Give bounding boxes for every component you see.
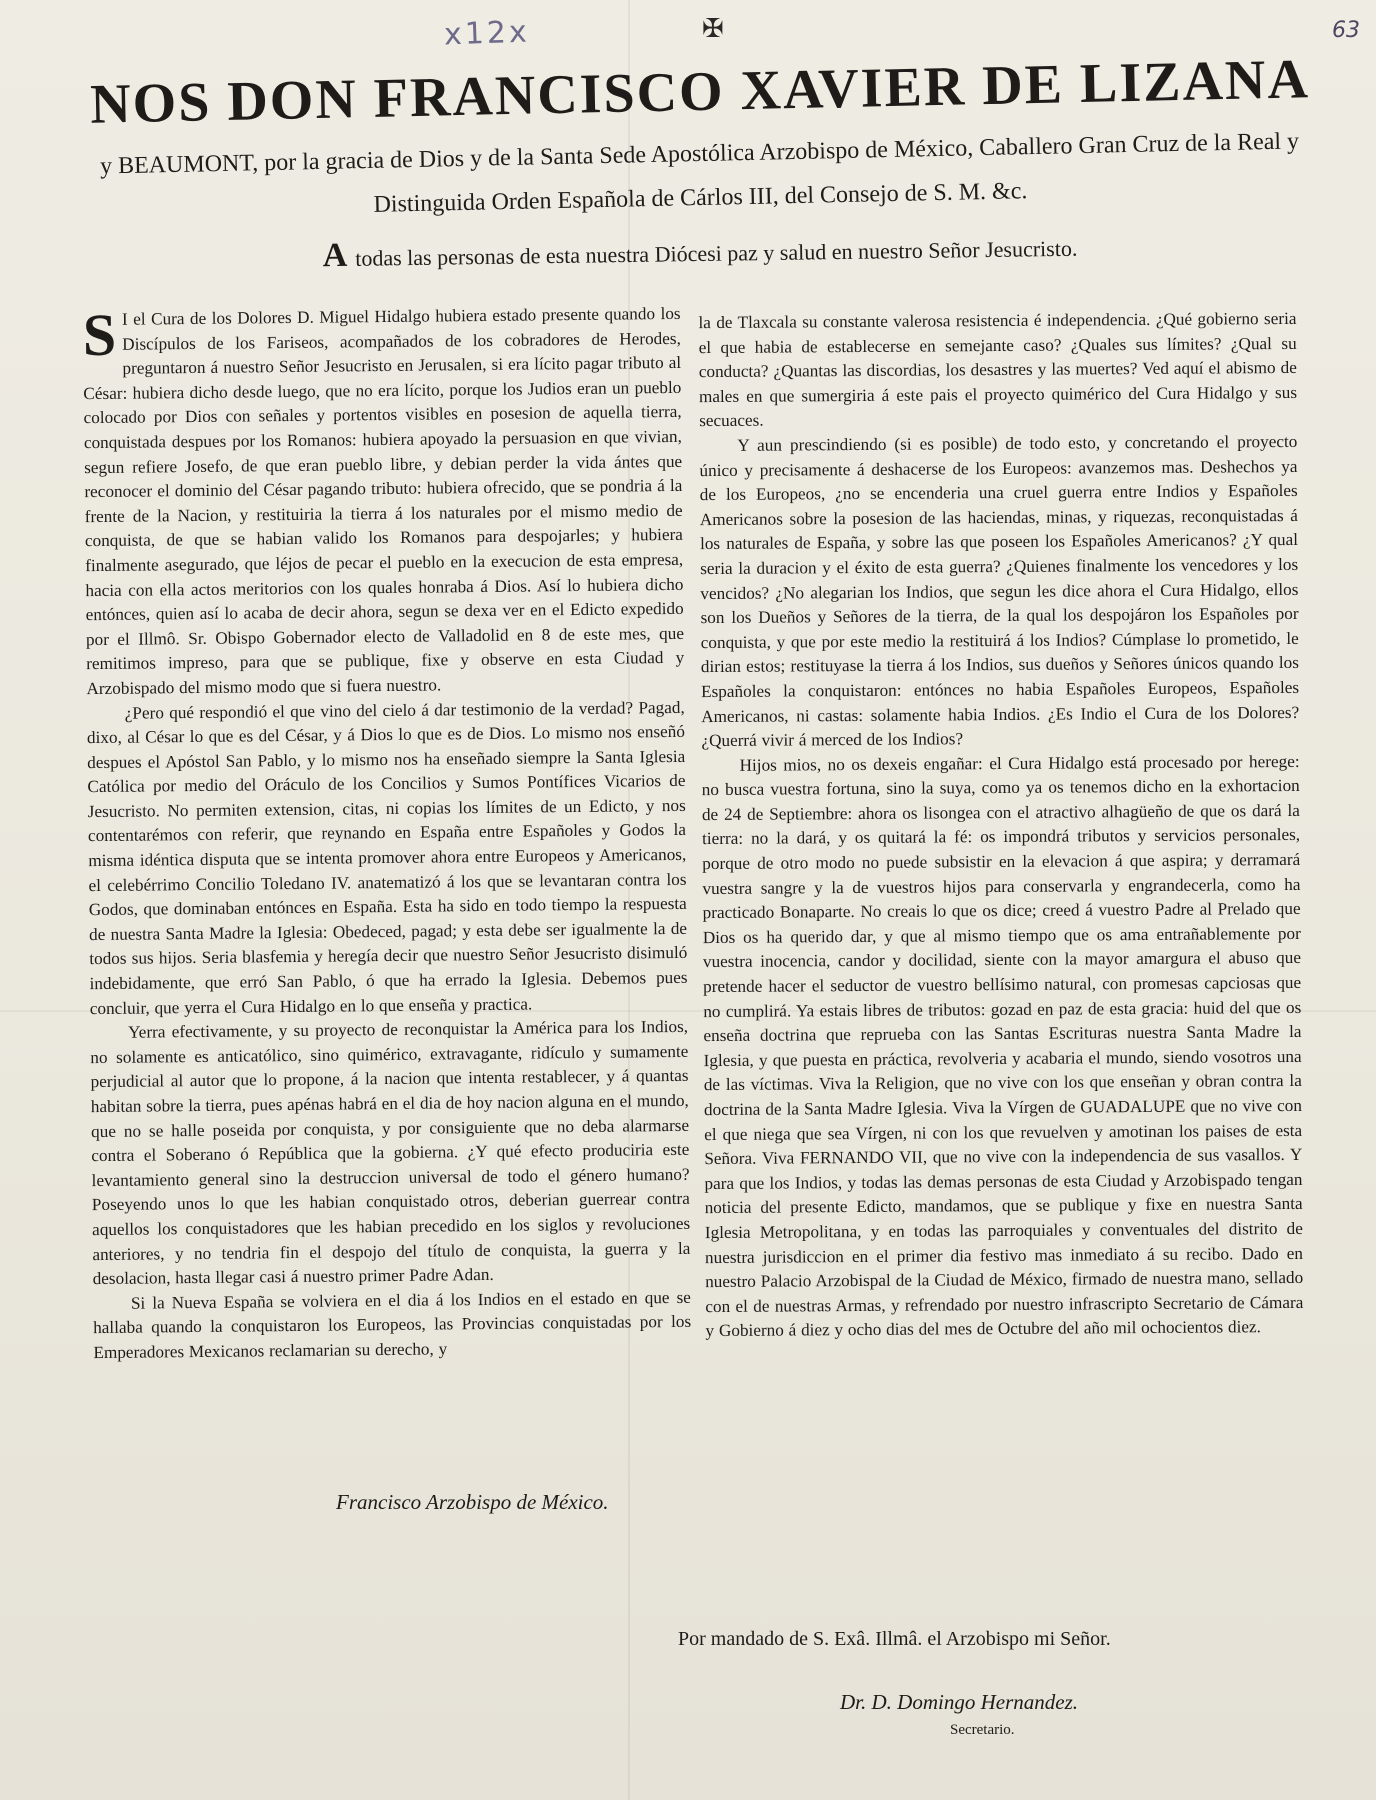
paragraph: Hijos mios, no os dexeis engañar: el Cura Hidalgo está procesado por herege: no busca vuestra fortuna, sino la suya, como ya os tenemos dicho en la exhortacion de 24 de Septiembre: ahora os lisongea con el atractivo alhagüeño de que os dará la tierra: no la dará, y os quitará la fé: os impondrá tributos y servicios personales, porque de otro modo no puede subsistir en la elevacion á que aspira; y derramará vuestra sangre y la de vuestros hijos para conservarla y engrandecerla, como ha practicado Bonaparte. No creais lo que os dice; creed á vuestro Padre al Prelado que Dios os ha querido dar, y que al mismo tiempo que os ama entrañablemente por vuestra inocencia, candor y docilidad, siente con la mayor amargura el abuso que pretende hacer el seductor de vuestro bellísimo natural, con promesas capciosas que no cumplirá. Ya estais libres de tributos: gozad en paz de esta gracia: huid del que os enseña doctrina que reprueba con las Santas Escrituras nuestra Santa Madre la Iglesia, y que puesta en práctica, revolveria y acabaria el mundo, siendo vosotros una de las víctimas. Viva la Religion, que no vive con los que enseñan y obran contra la doctrina de la Santa Madre Iglesia. Viva la Vírgen de GUADALUPE que no vive con el que niega que sea Vírgen, ni con los que revuelven y amotinan los paises de esta Señora. Viva FERNANDO VII, que no vive con la independencia de sus vasallos. Y para que los Indios, y todas las demas personas de esta Ciudad y Arzobispado tengan noticia del presente Edicto, mandamos, que se publique y fixe en nuestra Santa Iglesia Metropolitana, y en todas las parroquiales y conventuales del distrito de nuestra jurisdiccion en el primer dia festivo mas inmediato á su recibo. Dado en nuestro Palacio Arzobispal de la Ciudad de México, firmado de nuestra mano, sellado con el de nuestras Armas, y refrendado por nuestro infrascripto Secretario de Cámara y Gobierno á diez y ocho dias del mes de Octubre del año mil ochocientos diez.	[701, 751, 1304, 1341]
mandate-line: Por mandado de S. Exâ. Illmâ. el Arzobispo mi Señor.	[678, 1628, 1111, 1650]
manuscript-mark: x12x	[443, 14, 531, 53]
paragraph: la de Tlaxcala su constante valerosa resistencia é independencia. ¿Qué gobierno seria el que habia de establecerse en semejante caso? ¿Quales sus límites? ¿Qual su conducta? ¿Quantas las discordias, los desastres y las muertes? Ved aquí el abismo de males en que sumergiria á este pais el proyecto quimérico del Cura Hidalgo y sus secuaces.	[698, 308, 1298, 431]
page-number: 63	[1332, 18, 1360, 43]
salutation-text: todas las personas de esta nuestra Diócesi paz y salud en nuestro Señor Jesucristo.	[355, 235, 1078, 271]
edict-subtitle: y BEAUMONT, por la gracia de Dios y de la Santa Sede Apostólica Arzobispo de México, Caballero Gran Cruz de la Real y Distinguida Orden Española de Cárlos III, del Consejo de S. M. &c.	[99, 128, 1300, 218]
paragraph: ¿Pero qué respondió el que vino del cielo á dar testimonio de la verdad? Pagad, dixo, al César lo que es del César, y á Dios lo que es de Dios. Lo mismo nos enseñó despues el Apóstol San Pablo, y lo mismo nos ha enseñado siempre la Santa Iglesia Católica por medio del Oráculo de los Concilios y Sumos Pontífices Vicarios de Jesucristo. No permiten extension, citas, ni copias los límites de un Edicto, y nos contentarémos con referir, que reynando en España entre Españoles y Godos la misma idéntica disputa que se intenta promover ahora entre Europeos y Americanos, el celebérrimo Concilio Toledano IV. anatematizó á los que se levantaran contra los Godos, que dominaban entónces en España. Esta ha sido en todo tiempo la respuesta de nuestra Santa Madre la Iglesia: Obedeced, pagad; y esta debe ser igualmente la de todos sus hijos. Seria blasfemia y heregía decir que nuestro Señor Jesucristo disimuló indebidamente, que erró San Pablo, ó que ha errado la Iglesia. Debemos pues concluir, que yerra el Cura Hidalgo en lo que enseña y practica.	[86, 697, 688, 1018]
left-column	[82, 302, 691, 1366]
salutation	[90, 223, 1310, 278]
salutation-initial: A	[322, 236, 348, 275]
right-column	[698, 307, 1303, 1344]
secretary-role: Secretario.	[950, 1722, 1015, 1738]
cross-icon: ✠	[702, 14, 724, 43]
paragraph: Si la Nueva España se volviera en el dia á los Indios en el estado en que se hallaba quando la conquistaron los Europeos, las Provincias conquistadas por los Emperadores Mexicanos reclamarian su derecho, y	[93, 1287, 692, 1363]
edict-header	[89, 48, 1311, 275]
drop-cap: S	[82, 301, 117, 369]
secretary-name: Dr. D. Domingo Hernandez.	[840, 1690, 1078, 1714]
paragraph: S I el Cura de los Dolores D. Miguel Hidalgo hubiera estado presente quando los Discípulos de los Fariseos, acompañados de los cobradores de Herodes, preguntaron á nuestro Señor Jesucristo en Jerusalen, si era lícito pagar tributo al César: hubiera dicho desde luego, que no era lícito, porque los Judios eran un pueblo colocado por Dios con señales y portentos visibles en posesion de aquella tierra, conquistada despues por los Romanos: hubiera apoyado la persuasion en que vivian, segun refiere Josefo, de que eran pueblo libre, y debian perder la vida ántes que reconocer el dominio del César pagando tributo: hubiera ofrecido, que se pondria á la frente de la Nacion, y restituiria la tierra á los naturales por el mismo medio de conquista, de que se habian valido los Romanos para despojarles; y hubiera finalmente asegurado, que léjos de pecar el pueblo en la execucion de esta empresa, hacia con ella actos meritorios con los quales honraba á Dios. Así lo hubiera dicho entónces, quien así lo acaba de decir ahora, segun se dexa ver en el Edicto expedido por el Illmô. Sr. Obispo Gobernador electo de Valladolid en 8 de este mes, que remitimos impreso, para que se publique, fixe y observe en esta Ciudad y Arzobispado del mismo modo que si fuera nuestro.	[82, 301, 685, 699]
paragraph: Yerra efectivamente, y su proyecto de reconquistar la América para los Indios, no solamente es anticatólico, sino quimérico, extravagante, ridículo y sumamente perjudicial al autor que lo propone, á la nacion que intenta restablecer, y á quantas habitan sobre la tierra, pues apénas habrá en el dia de hoy nacion alguna en el mundo, que no se halle poseida por conquista, y por consiguiente que no deba alarmarse contra el Soberano ó República que la gobierna. ¿Y qué efecto produciria este levantamiento general sino la destruccion universal de todo el género humano? Poseyendo unos lo que les habian conquistado otros, deberian guerrear contra aquellos los conquistadores que les habian precedido en los siglos y revoluciones anteriores, y no tendria fin el despojo del título de conquista, la guerra y la desolacion, hasta llegar casi á nuestro primer Padre Adan.	[90, 1017, 691, 1289]
archbishop-signature: Francisco Arzobispo de México.	[336, 1490, 609, 1514]
edict-title: NOS DON FRANCISCO XAVIER DE LIZANA	[89, 48, 1311, 136]
paragraph: Y aun prescindiendo (si es posible) de todo esto, y concretando el proyecto único y precisamente á deshacerse de los Europeos: avanzemos mas. Deshechos ya de los Europeos, ¿no se encenderia una cruel guerra entre Indios y Españoles Americanos sobre la posesion de las haciendas, minas, y riquezas, reconquistadas á los naturales de España, y sobre las que poseen los Españoles Americanos? ¿Y qual seria la duracion y el éxito de esta guerra? ¿Quienes finalmente los vencedores y los vencidos? ¿No alegarian los Indios, que segun les dice ahora el Cura Hidalgo, ellos son los Dueños y Señores de la tierra, de la qual los despojáron los Españoles por conquista, y que por este medio la restituirá á los Indios? Cúmplase lo prometido, le dirian estos; restituyase la tierra á los Indios, sus dueños y Señores únicos quando los Españoles la conquistaron: entónces no habia Españoles Europeos, Españoles Americanos, ni castas: solamente habia Indios. ¿Es Indio el Cura de los Dolores? ¿Querrá vivir á merced de los Indios?	[699, 431, 1300, 751]
